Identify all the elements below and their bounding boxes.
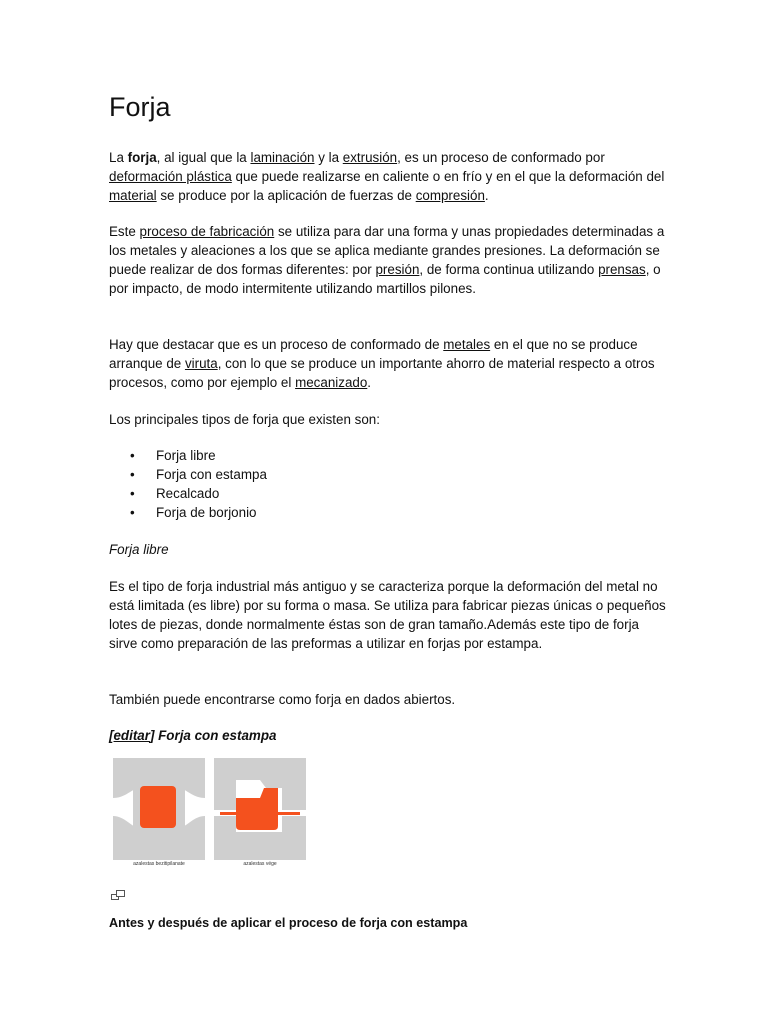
- text: se utiliza para dar una forma y unas propiedades determinadas a los metales y aleaciones a los que se aplica mediante grandes presiones. La deformación se puede realizar de dos formas diferentes: por: [109, 224, 665, 277]
- link-material[interactable]: material: [109, 188, 157, 203]
- figure-before-forging: [113, 758, 205, 860]
- bullet: •: [130, 467, 135, 482]
- figure-caption-right: azalestas vége: [243, 861, 277, 867]
- link-prensas[interactable]: prensas: [598, 262, 646, 277]
- paragraph-forja-libre: Es el tipo de forja industrial más antiguo y se caracteriza porque la deformación del metal no está limitada (es libre) por su forma o masa. Se utiliza para fabricar piezas únicas o pequeños lotes de piezas, donde normalmente éstas son de gran tamaño.Además este tipo de forja sirve como preparación de las preformas a utilizar en forjas por estampa.: [109, 579, 666, 651]
- link-metales[interactable]: metales: [443, 337, 491, 352]
- paragraph-intro: [109, 148, 669, 205]
- link-deformacion-plastica[interactable]: deformación plástica: [109, 169, 232, 184]
- die-diagram-before: [113, 758, 205, 860]
- list-item-label: Forja con estampa: [156, 467, 267, 482]
- bold-term-forja: forja: [127, 150, 157, 165]
- forging-flash: [220, 812, 300, 815]
- link-viruta[interactable]: viruta: [184, 356, 218, 371]
- workpiece-billet: [140, 786, 176, 828]
- list-item: [109, 484, 509, 503]
- link-proceso-de-fabricacion[interactable]: proceso de fabricación: [139, 224, 275, 239]
- text: , o por impacto, de modo intermitente utilizando martillos pilones.: [109, 262, 661, 296]
- paragraph-tipos-intro: Los principales tipos de forja que existen son:: [109, 412, 380, 427]
- text: , de forma continua utilizando: [419, 262, 599, 277]
- figure-caption-left: azalestas bezitipilanate: [133, 861, 185, 867]
- text: , es un proceso de conformado por: [397, 150, 605, 165]
- die-diagram-after: [214, 758, 306, 860]
- list-item: [109, 503, 509, 522]
- list-item-label: Forja de borjonio: [156, 505, 257, 520]
- text: Este: [109, 224, 140, 239]
- text: se produce por la aplicación de fuerzas de: [156, 188, 416, 203]
- text: Hay que destacar que es un proceso de conformado de: [109, 337, 444, 352]
- bullet: •: [130, 505, 135, 520]
- edit-link[interactable]: editar: [113, 728, 150, 743]
- list-item: [109, 465, 509, 484]
- enlarge-icon: [111, 889, 125, 901]
- link-compresion[interactable]: compresión: [415, 188, 485, 203]
- image-placeholder-icon[interactable]: [111, 888, 125, 906]
- text: .: [367, 375, 372, 390]
- bracket: ]: [149, 728, 159, 743]
- heading-forja-con-estampa: [109, 726, 669, 745]
- bullet: •: [130, 486, 135, 501]
- link-mecanizado[interactable]: mecanizado: [295, 375, 368, 390]
- bullet: •: [130, 448, 135, 463]
- bracket: [: [109, 728, 114, 743]
- figure-after-forging: [214, 758, 306, 860]
- paragraph-dados-abiertos: También puede encontrarse como forja en dados abiertos.: [109, 692, 456, 707]
- forja-types-list: [109, 446, 509, 522]
- page-title: Forja: [109, 92, 171, 122]
- link-laminacion[interactable]: laminación: [250, 150, 315, 165]
- text: , con lo que se produce un importante ahorro de material respecto a otros procesos, como por ejemplo el: [109, 356, 655, 390]
- paragraph-proceso: [109, 222, 669, 298]
- list-item: [109, 446, 509, 465]
- list-item-label: Forja libre: [156, 448, 216, 463]
- list-item-label: Recalcado: [156, 486, 220, 501]
- figure-caption: Antes y después de aplicar el proceso de forja con estampa: [109, 916, 468, 930]
- text: y la: [314, 150, 343, 165]
- link-extrusion[interactable]: extrusión: [342, 150, 398, 165]
- heading-forja-libre: Forja libre: [109, 542, 169, 557]
- text: , al igual que la: [156, 150, 251, 165]
- text: .: [484, 188, 489, 203]
- text: que puede realizarse en caliente o en frío y en el que la deformación del: [231, 169, 665, 184]
- text: La: [109, 150, 128, 165]
- link-presion[interactable]: presión: [375, 262, 420, 277]
- heading-text: Forja con estampa: [158, 728, 277, 743]
- text: en el que no se produce arranque de: [109, 337, 638, 371]
- paragraph-destacar: [109, 335, 669, 392]
